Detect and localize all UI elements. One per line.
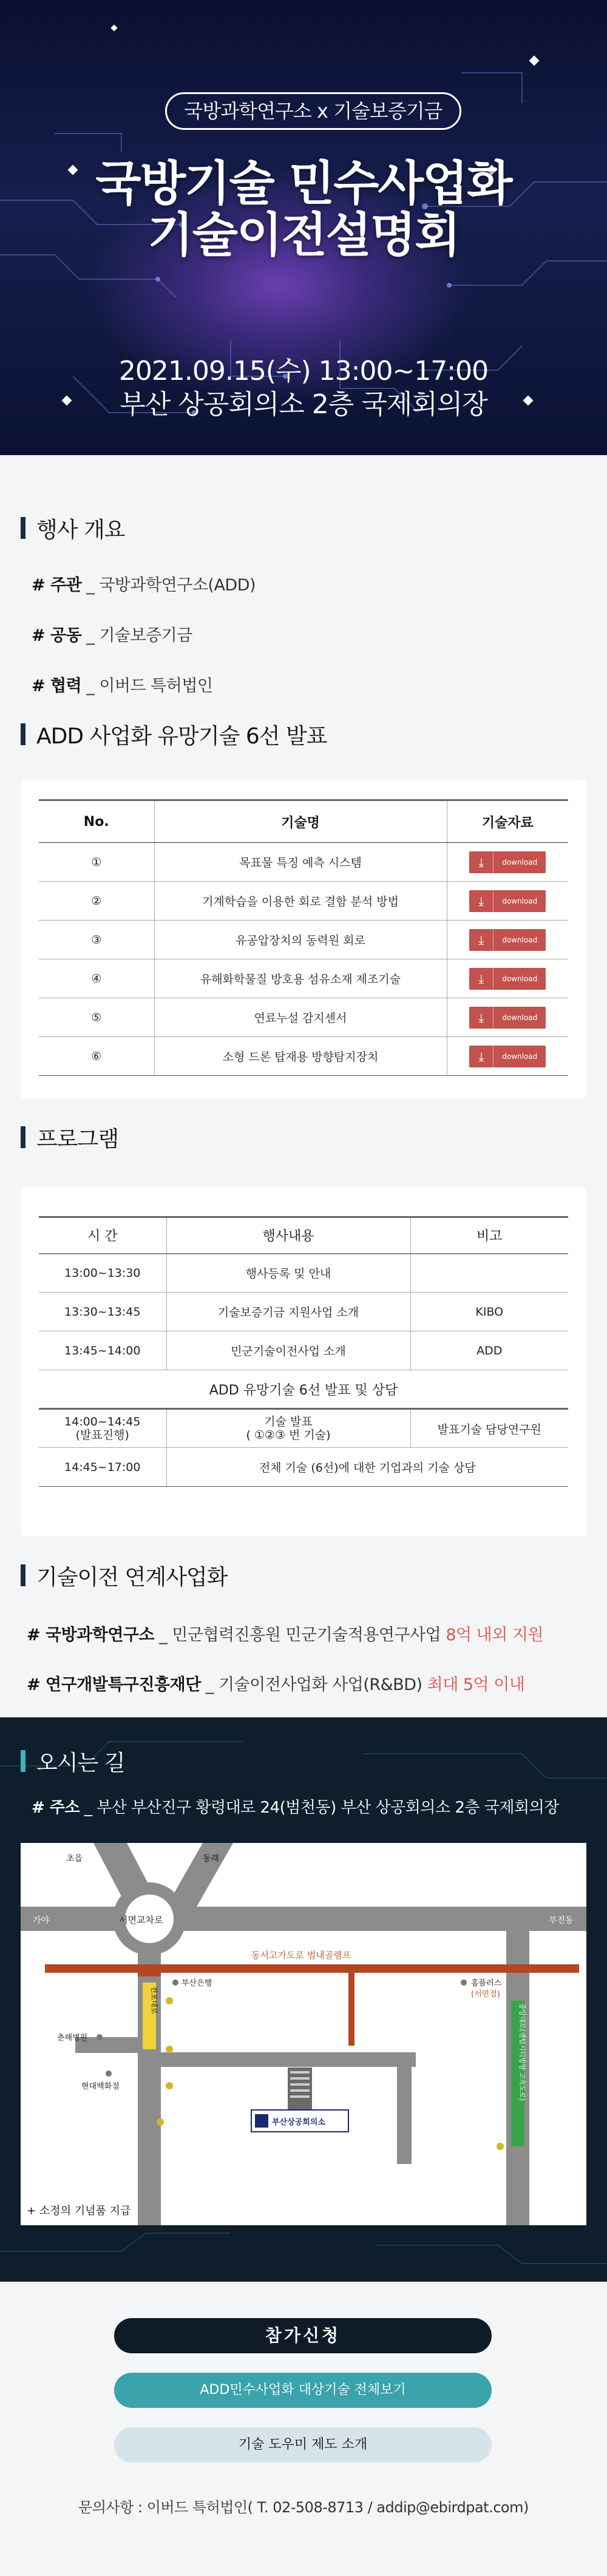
map-note: + 소정의 기념품 지급 <box>27 2205 131 2217</box>
download-button[interactable]: ⤓ download <box>469 1007 546 1029</box>
tech-no: ① <box>39 843 154 882</box>
map-label-central-road: 중앙대로(센텀시티방향 고속도로) <box>518 2003 526 2101</box>
apply-button[interactable]: 참가신청 <box>114 2318 492 2353</box>
map-label-hospital: 춘해병원 <box>57 2033 88 2043</box>
heading-bar <box>21 1750 25 1772</box>
tech-no: ⑤ <box>39 998 154 1037</box>
table-row <box>39 843 568 882</box>
table-row: 13:00~13:30 행사등록 및 안내 <box>39 1254 568 1293</box>
tech-no: ⑥ <box>39 1037 154 1076</box>
overview-host: # 주관 _ 국방과학연구소(ADD) <box>32 576 256 595</box>
view-all-tech-button[interactable]: ADD민수사업화 대상기술 전체보기 <box>114 2373 492 2408</box>
map-label-homeplus-sub: (서면점) <box>471 1990 500 1999</box>
hero-title-line2: 기술이전설명회 <box>148 208 459 263</box>
heading-text: ADD 사업화 유망기술 6선 발표 <box>36 723 327 749</box>
map-label-dept-store: 현대백화점 <box>81 2082 120 2091</box>
event-datetime: 2021.09.15(수) 13:00~17:00 <box>118 356 489 387</box>
download-icon: ⤓ <box>469 1007 493 1029</box>
directions-section <box>0 1717 607 2282</box>
section-heading-overview <box>21 515 125 541</box>
tech-name: 유해화학물질 방호용 섬유소재 제조기술 <box>154 959 447 998</box>
map-drawing <box>21 1843 586 2225</box>
download-button[interactable]: ⤓ download <box>469 968 546 990</box>
table-row: 13:30~13:45 기술보증기금 지원사업 소개 KIBO <box>39 1293 568 1331</box>
table-row <box>39 1037 568 1076</box>
section-heading-tech <box>21 721 327 748</box>
download-button[interactable]: ⤓ download <box>469 890 546 912</box>
map-label-bank: 부산은행 <box>181 1979 212 1988</box>
tech-table <box>39 799 568 1076</box>
download-icon: ⤓ <box>469 1046 493 1067</box>
map-label-junction: 서면교차로 <box>119 1915 163 1925</box>
homeplus-marker-icon <box>461 1979 467 1986</box>
map-label-chamber: 부산상공회의소 <box>272 2118 325 2127</box>
table-row: 14:45~17:00 전체 기술 (6선)에 대한 기업과의 기술 상담 <box>39 1448 568 1487</box>
table-row: 14:00~14:45 (발표진행) 기술 발표 ( ①②③ 번 기술) 발표기술 담당연구원 <box>39 1409 568 1448</box>
chamber-logo-icon <box>255 2114 268 2128</box>
table-row <box>39 921 568 959</box>
organizer-pill: 국방과학연구소 x 기술보증기금 <box>165 92 461 130</box>
download-icon: ⤓ <box>469 929 493 951</box>
table-row <box>39 998 568 1037</box>
heading-bar <box>21 1564 25 1586</box>
map-label-choup: 초읍 <box>66 1854 83 1864</box>
map-label-ramp: 동서고가도로 범내골램프 <box>251 1950 351 1961</box>
table-row: 13:45~14:00 민군기술이전사업 소개 ADD <box>39 1331 568 1370</box>
tech-no: ② <box>39 882 154 921</box>
chamber-building-icon <box>288 2067 312 2110</box>
tech-name: 유공압장치의 동력원 회로 <box>154 921 447 959</box>
tech-name: 소형 드론 탑재용 방향탐지장치 <box>154 1037 447 1076</box>
linked-item-innopolis: # 연구개발특구진흥재단 _ 기술이전사업화 사업(R&BD) 최대 5억 이내 <box>27 1675 525 1694</box>
heading-text: 프로그램 <box>36 1126 119 1152</box>
event-venue: 부산 상공회의소 2층 국제회의장 <box>120 389 487 420</box>
bank-marker-icon <box>172 1979 178 1986</box>
tech-no: ④ <box>39 959 154 998</box>
sparkle-icon <box>110 24 117 31</box>
col-tech-name: 기술명 <box>154 800 447 843</box>
hospital-marker-icon <box>97 2034 103 2040</box>
linked-item-add: # 국방과학연구소 _ 민군협력진흥원 민군기술적용연구사업 8억 내외 지원 <box>27 1626 544 1645</box>
section-heading-program <box>21 1124 118 1151</box>
section-heading-directions <box>21 1748 125 1774</box>
download-icon: ⤓ <box>469 890 493 912</box>
table-row <box>39 959 568 998</box>
contact-info: 문의사항 : 이버드 특허법인( T. 02-508-8713 / addip@ebirdpat.com) <box>78 2499 529 2516</box>
hero-title-line1: 국방기술 민수사업화 <box>95 157 512 211</box>
tech-card <box>21 780 586 1098</box>
tech-name: 기계학습을 이용한 회로 결함 분석 방법 <box>154 882 447 921</box>
heading-bar <box>21 517 25 539</box>
dept-store-marker-icon <box>106 2071 112 2077</box>
table-header-row <box>39 1217 568 1254</box>
section-heading-linked <box>21 1562 227 1589</box>
overview-partner: # 협력 _ 이버드 특허법인 <box>32 677 213 695</box>
col-no: No. <box>39 800 154 843</box>
map-label-dongnae: 동래 <box>203 1854 220 1864</box>
download-icon: ⤓ <box>469 851 493 873</box>
heading-text: 오시는 길 <box>36 1750 125 1776</box>
heading-bar <box>21 1126 25 1148</box>
sparkle-icon <box>529 56 540 66</box>
col-time: 시 간 <box>39 1217 166 1254</box>
map-label-gaya: 가야 <box>33 1916 50 1925</box>
table-section-row: ADD 유망기술 6선 발표 및 상담 <box>39 1370 568 1409</box>
hero-banner <box>0 0 607 455</box>
map-label-bujeon: 부전동 <box>549 1916 574 1925</box>
map-label-vertical-road: 전포대로 <box>150 1986 158 2015</box>
col-note: 비고 <box>410 1217 568 1254</box>
location-map <box>21 1843 586 2225</box>
program-table <box>39 1216 568 1487</box>
ramp-road <box>45 1964 579 1973</box>
heading-text: 행사 개요 <box>36 517 125 543</box>
download-button[interactable]: ⤓ download <box>469 1046 546 1067</box>
heading-bar <box>21 723 25 745</box>
table-row <box>39 882 568 921</box>
tech-mentor-button[interactable]: 기술 도우미 제도 소개 <box>114 2427 492 2463</box>
col-content: 행사내용 <box>166 1217 410 1254</box>
map-label-homeplus: 홈플러스 <box>471 1979 502 1988</box>
overview-co-host: # 공동 _ 기술보증기금 <box>32 626 192 645</box>
program-card <box>21 1187 586 1536</box>
heading-text: 기술이전 연계사업화 <box>36 1564 228 1590</box>
address-line: # 주소 _ 부산 부산진구 황령대로 24(범천동) 부산 상공회의소 2층 국제회의장 <box>32 1799 559 1817</box>
tech-name: 목표물 특징 예측 시스템 <box>154 843 447 882</box>
download-button[interactable]: ⤓ download <box>469 929 546 951</box>
download-button[interactable]: ⤓ download <box>469 851 546 873</box>
table-header-row <box>39 800 568 843</box>
tech-name: 연료누설 감지센서 <box>154 998 447 1037</box>
download-icon: ⤓ <box>469 968 493 990</box>
tech-no: ③ <box>39 921 154 959</box>
col-tech-material: 기술자료 <box>447 800 568 843</box>
